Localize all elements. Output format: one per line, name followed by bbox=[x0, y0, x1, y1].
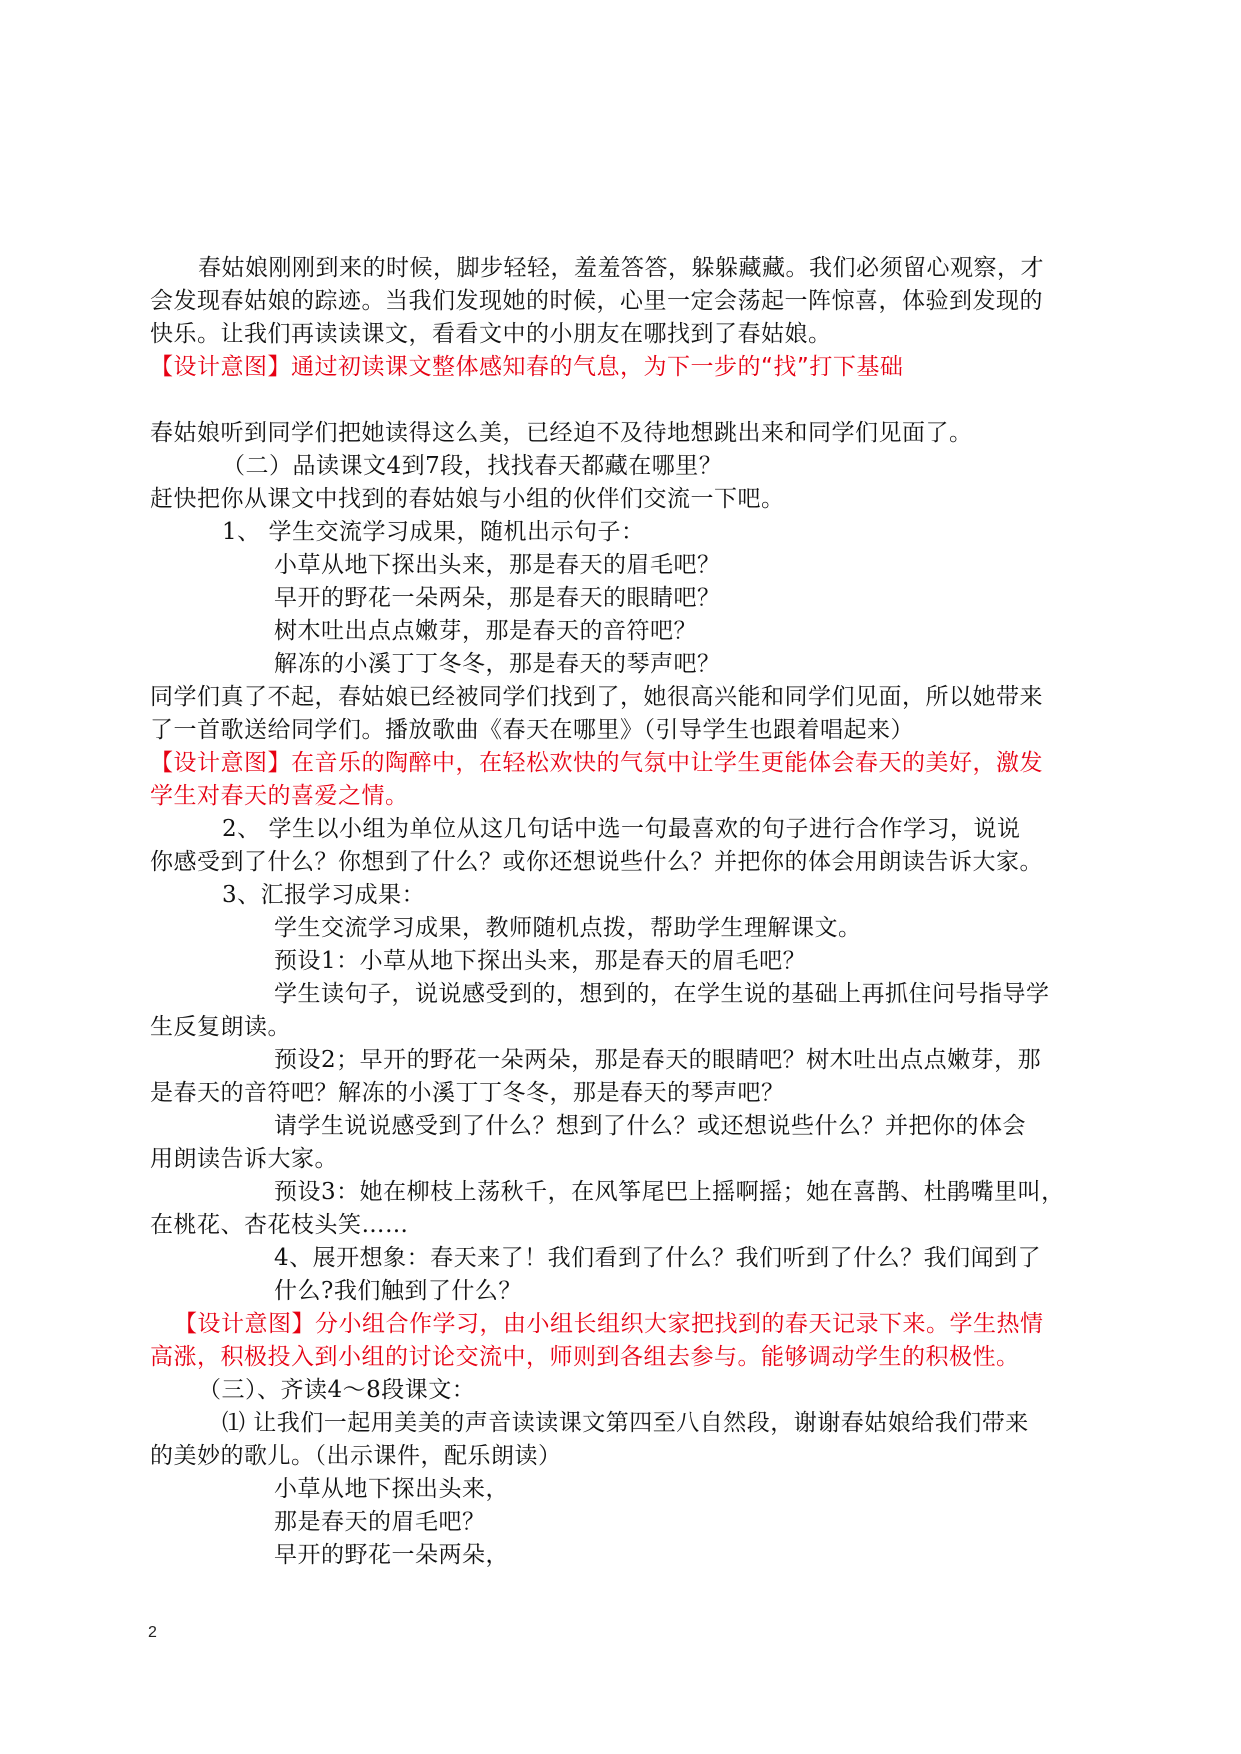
text-line: 那是春天的眉毛吧？ bbox=[274, 1509, 486, 1535]
text-line: 在桃花、杏花枝头笑…… bbox=[150, 1212, 409, 1238]
text-line: ⑴ 让我们一起用美美的声音读读课文第四至八自然段，谢谢春姑娘给我们带来 bbox=[222, 1410, 1029, 1436]
text-line: 会发现春姑娘的踪迹。当我们发现她的时候，心里一定会荡起一阵惊喜，体验到发现的 bbox=[150, 288, 1043, 314]
text-line: 早开的野花一朵两朵， bbox=[274, 1542, 509, 1568]
text-line: 解冻的小溪丁丁冬冬，那是春天的琴声吧？ bbox=[274, 651, 721, 677]
text-line: （二）品读课文4到7段，找找春天都藏在哪里？ bbox=[222, 453, 723, 479]
design-intent-line: 高涨，积极投入到小组的讨论交流中，师则到各组去参与。能够调动学生的积极性。 bbox=[150, 1344, 1020, 1370]
text-line: 小草从地下探出头来， bbox=[274, 1476, 509, 1502]
text-line: 3、汇报学习成果： bbox=[222, 882, 426, 908]
design-intent-line: 【设计意图】在音乐的陶醉中，在轻松欢快的气氛中让学生更能体会春天的美好，激发 bbox=[150, 750, 1043, 776]
text-line: 预设1：小草从地下探出头来，那是春天的眉毛吧？ bbox=[274, 948, 807, 974]
page-number: 2 bbox=[148, 1624, 157, 1641]
text-line: 1、 学生交流学习成果，随机出示句子： bbox=[222, 519, 645, 545]
text-line: （三）、齐读4～8段课文： bbox=[198, 1377, 476, 1403]
text-line: 你感受到了什么？你想到了什么？或你还想说些什么？并把你的体会用朗读告诉大家。 bbox=[150, 849, 1043, 875]
text-line: 预设2；早开的野花一朵两朵，那是春天的眼睛吧？树木吐出点点嫩芽，那 bbox=[274, 1047, 1042, 1073]
text-line: 同学们真了不起，春姑娘已经被同学们找到了，她很高兴能和同学们见面，所以她带来 bbox=[150, 684, 1043, 710]
text-line: 请学生说说感受到了什么？想到了什么？或还想说些什么？并把你的体会 bbox=[274, 1113, 1026, 1139]
design-intent-line: 学生对春天的喜爱之情。 bbox=[150, 783, 409, 809]
text-line: 春姑娘刚刚到来的时候，脚步轻轻，羞羞答答，躲躲藏藏。我们必须留心观察，才 bbox=[198, 255, 1044, 281]
text-line: 早开的野花一朵两朵，那是春天的眼睛吧？ bbox=[274, 585, 721, 611]
text-line: 用朗读告诉大家。 bbox=[150, 1146, 338, 1172]
text-line: 快乐。让我们再读读课文，看看文中的小朋友在哪找到了春姑娘。 bbox=[150, 321, 832, 347]
text-line: 生反复朗读。 bbox=[150, 1014, 291, 1040]
text-line: 学生交流学习成果，教师随机点拨，帮助学生理解课文。 bbox=[274, 915, 862, 941]
text-line: 预设3：她在柳枝上荡秋千，在风筝尾巴上摇啊摇；她在喜鹊、杜鹃嘴里叫， bbox=[274, 1179, 1065, 1205]
text-line: 小草从地下探出头来，那是春天的眉毛吧？ bbox=[274, 552, 721, 578]
text-line: 2、 学生以小组为单位从这几句话中选一句最喜欢的句子进行合作学习，说说 bbox=[222, 816, 1021, 842]
text-line: 树木吐出点点嫩芽，那是春天的音符吧？ bbox=[274, 618, 697, 644]
text-line: 是春天的音符吧？解冻的小溪丁丁冬冬，那是春天的琴声吧？ bbox=[150, 1080, 785, 1106]
text-line: 赶快把你从课文中找到的春姑娘与小组的伙伴们交流一下吧。 bbox=[150, 486, 785, 512]
design-intent-line: 【设计意图】通过初读课文整体感知春的气息，为下一步的“找”打下基础 bbox=[150, 354, 904, 380]
text-line: 了一首歌送给同学们。播放歌曲《春天在哪里》（引导学生也跟着唱起来） bbox=[150, 717, 914, 743]
text-line: 学生读句子，说说感受到的，想到的，在学生说的基础上再抓住问号指导学 bbox=[274, 981, 1050, 1007]
text-line: 什么?我们触到了什么？ bbox=[274, 1278, 522, 1304]
text-line: 的美妙的歌儿。（出示课件，配乐朗读） bbox=[150, 1443, 562, 1469]
text-line: 春姑娘听到同学们把她读得这么美，已经迫不及待地想跳出来和同学们见面了。 bbox=[150, 420, 973, 446]
text-line: 4、展开想象：春天来了！我们看到了什么？我们听到了什么？我们闻到了 bbox=[274, 1245, 1042, 1271]
design-intent-line: 【设计意图】分小组合作学习，由小组长组织大家把找到的春天记录下来。学生热情 bbox=[174, 1311, 1044, 1337]
